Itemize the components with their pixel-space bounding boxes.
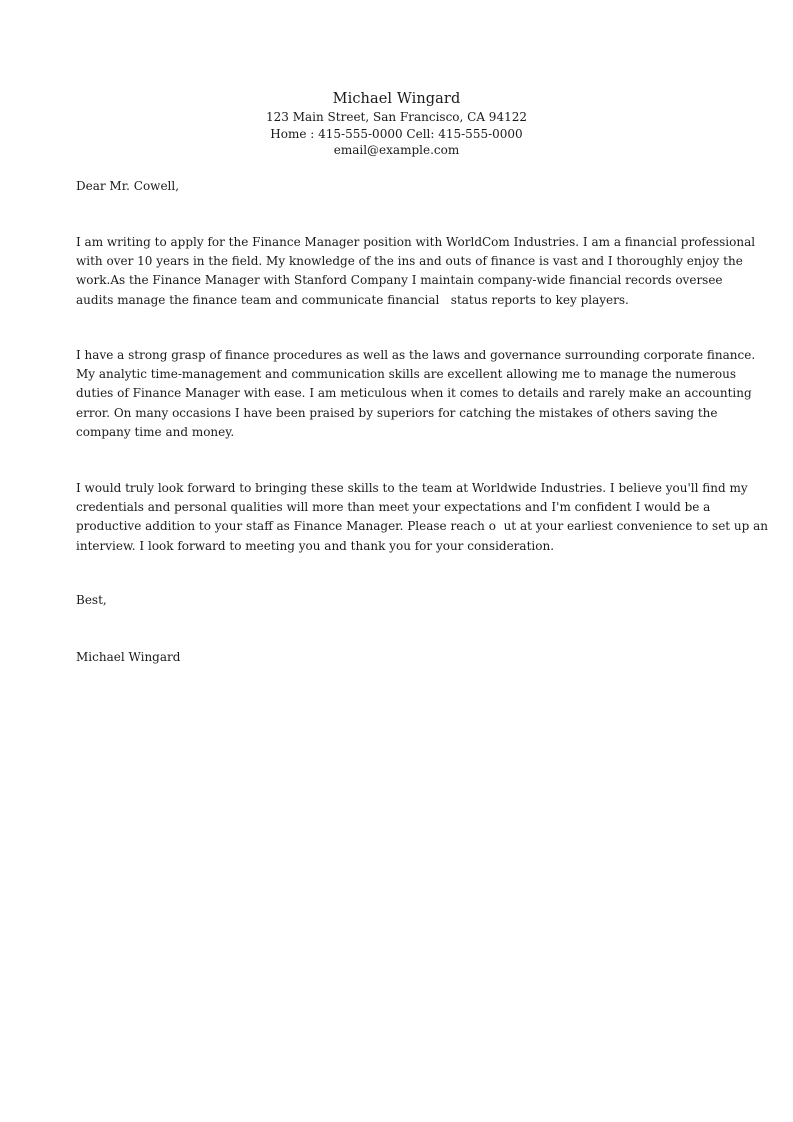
paragraph-line: My analytic time-management and communication skills are excellent allowing me to manage the numerous — [76, 367, 737, 382]
sender-phones: Home : 415-555-0000 Cell: 415-555-0000 — [270, 126, 523, 141]
letterhead — [0, 90, 793, 159]
salutation: Dear Mr. Cowell, — [76, 179, 180, 193]
sender-address: 123 Main Street, San Francisco, CA 94122 — [266, 110, 527, 124]
paragraph-line: company time and money. — [76, 424, 235, 439]
sender-email: email@example.com — [333, 143, 460, 157]
paragraph-line: productive addition to your staff as Finance Manager. Please reach o ut at your earliest convenience to set up an — [76, 519, 769, 534]
paragraph-line: credentials and personal qualities will more than meet your expectations and I'm confident I would be a — [76, 500, 711, 515]
paragraph-3 — [76, 479, 769, 556]
paragraph-line: work.As the Finance Manager with Stanford Company I maintain company-wide financial records oversee — [76, 273, 723, 288]
paragraph-line: error. On many occasions I have been praised by superiors for catching the mistakes of others saving the — [76, 405, 718, 420]
paragraph-line: interview. I look forward to meeting you and thank you for your consideration. — [76, 538, 555, 553]
paragraph-line: with over 10 years in the field. My knowledge of the ins and outs of finance is vast and I thoroughly enjoy the — [76, 254, 743, 269]
closing: Best, — [76, 593, 107, 607]
paragraph-line: I have a strong grasp of finance procedures as well as the laws and governance surrounding corporate finance. — [76, 348, 756, 362]
paragraph-line: I would truly look forward to bringing these skills to the team at Worldwide Industries. I believe you'll find my — [76, 481, 748, 495]
paragraph-line: audits manage the finance team and communicate financial status reports to key players. — [76, 292, 629, 307]
paragraph-line: I am writing to apply for the Finance Manager position with WorldCom Industries. I am a financial professional — [76, 235, 756, 249]
paragraph-1 — [76, 233, 756, 310]
paragraph-line: duties of Finance Manager with ease. I am meticulous when it comes to details and rarely make an accounting — [76, 386, 752, 401]
sender-name: Michael Wingard — [332, 91, 461, 107]
paragraph-2 — [76, 346, 756, 442]
signature-name: Michael Wingard — [76, 650, 181, 664]
